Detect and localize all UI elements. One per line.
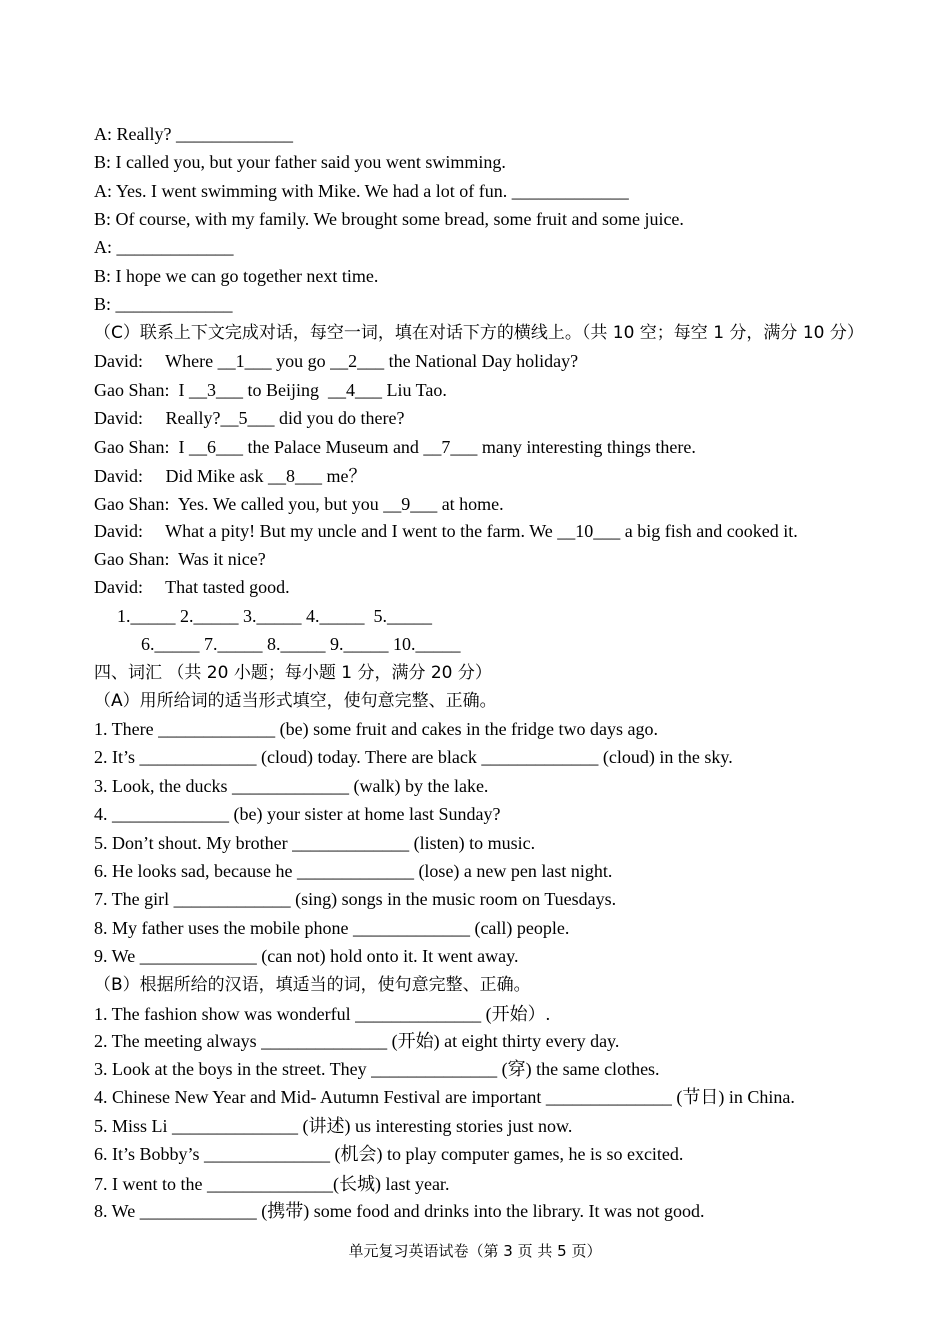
question-item: 2. The meeting always ______________ (开始) at eight thirty every day. xyxy=(94,1031,620,1051)
part-a-heading: （A）用所给词的适当形式填空，使句意完整、正确。 xyxy=(94,691,497,711)
question-item: 5. Miss Li ______________ (讲述) us interesting stories just now. xyxy=(94,1116,573,1136)
question-item: 1. There _____________ (be) some fruit and cakes in the fridge two days ago. xyxy=(94,719,659,739)
part-b-heading: （B）根据所给的汉语，填适当的词，使句意完整、正确。 xyxy=(94,975,531,995)
dialogue-line: B: Of course, with my family. We brought some bread, some fruit and some juice. xyxy=(94,209,684,229)
question-item: 8. My father uses the mobile phone _____________ (call) people. xyxy=(94,918,570,938)
question-item: 4. Chinese New Year and Mid- Autumn Festival are important ______________ (节日) in China. xyxy=(94,1087,795,1107)
conversation-line: David: That tasted good. xyxy=(94,577,290,597)
conversation-line: Gao Shan: Yes. We called you, but you __9___ at home. xyxy=(94,494,504,514)
question-item: 8. We _____________ (携带) some food and drinks into the library. It was not good. xyxy=(94,1201,705,1221)
section-four-heading: 四、词汇 （共 20 小题；每小题 1 分，满分 20 分） xyxy=(94,663,492,683)
dialogue-line: B: _____________ xyxy=(94,294,233,314)
dialogue-line: B: I hope we can go together next time. xyxy=(94,266,379,286)
section-c-heading: （C）联系上下文完成对话，每空一词，填在对话下方的横线上。（共 10 空；每空 1 分，满分 10 分） xyxy=(94,323,864,343)
conversation-line: David: Where __1___ you go __2___ the National Day holiday? xyxy=(94,351,579,371)
dialogue-line: A: Yes. I went swimming with Mike. We had a lot of fun. _____________ xyxy=(94,181,629,201)
dialogue-line: A: _____________ xyxy=(94,237,234,257)
conversation-line: Gao Shan: I __6___ the Palace Museum and __7___ many interesting things there. xyxy=(94,437,696,457)
answer-blanks-row: 1._____ 2._____ 3._____ 4._____ 5._____ xyxy=(117,606,432,626)
dialogue-line: A: Really? _____________ xyxy=(94,124,293,144)
conversation-line: Gao Shan: Was it nice? xyxy=(94,549,266,569)
question-item: 9. We _____________ (can not) hold onto it. It went away. xyxy=(94,946,519,966)
question-item: 2. It’s _____________ (cloud) today. There are black _____________ (cloud) in the sky. xyxy=(94,747,733,767)
question-item: 6. It’s Bobby’s ______________ (机会) to play computer games, he is so excited. xyxy=(94,1144,684,1164)
question-item: 4. _____________ (be) your sister at home last Sunday? xyxy=(94,804,501,824)
question-item: 7. The girl _____________ (sing) songs in the music room on Tuesdays. xyxy=(94,889,617,909)
question-item: 7. I went to the ______________(长城) last year. xyxy=(94,1174,450,1194)
question-item: 3. Look, the ducks _____________ (walk) by the lake. xyxy=(94,776,489,796)
conversation-line: David: Did Mike ask __8___ me？ xyxy=(94,466,367,486)
conversation-line: David: Really?__5___ did you do there? xyxy=(94,408,405,428)
conversation-line: David: What a pity! But my uncle and I went to the farm. We __10___ a big fish and cooked it. xyxy=(94,521,798,541)
question-item: 6. He looks sad, because he _____________ (lose) a new pen last night. xyxy=(94,861,613,881)
conversation-line: Gao Shan: I __3___ to Beijing __4___ Liu Tao. xyxy=(94,380,447,400)
page-footer: 单元复习英语试卷（第 3 页 共 5 页） xyxy=(348,1242,602,1260)
question-item: 1. The fashion show was wonderful ______________ (开始）. xyxy=(94,1004,551,1024)
dialogue-line: B: I called you, but your father said you went swimming. xyxy=(94,152,506,172)
question-item: 3. Look at the boys in the street. They ______________ (穿) the same clothes. xyxy=(94,1059,660,1079)
question-item: 5. Don’t shout. My brother _____________ (listen) to music. xyxy=(94,833,536,853)
answer-blanks-row: 6._____ 7._____ 8._____ 9._____ 10._____ xyxy=(141,634,461,654)
